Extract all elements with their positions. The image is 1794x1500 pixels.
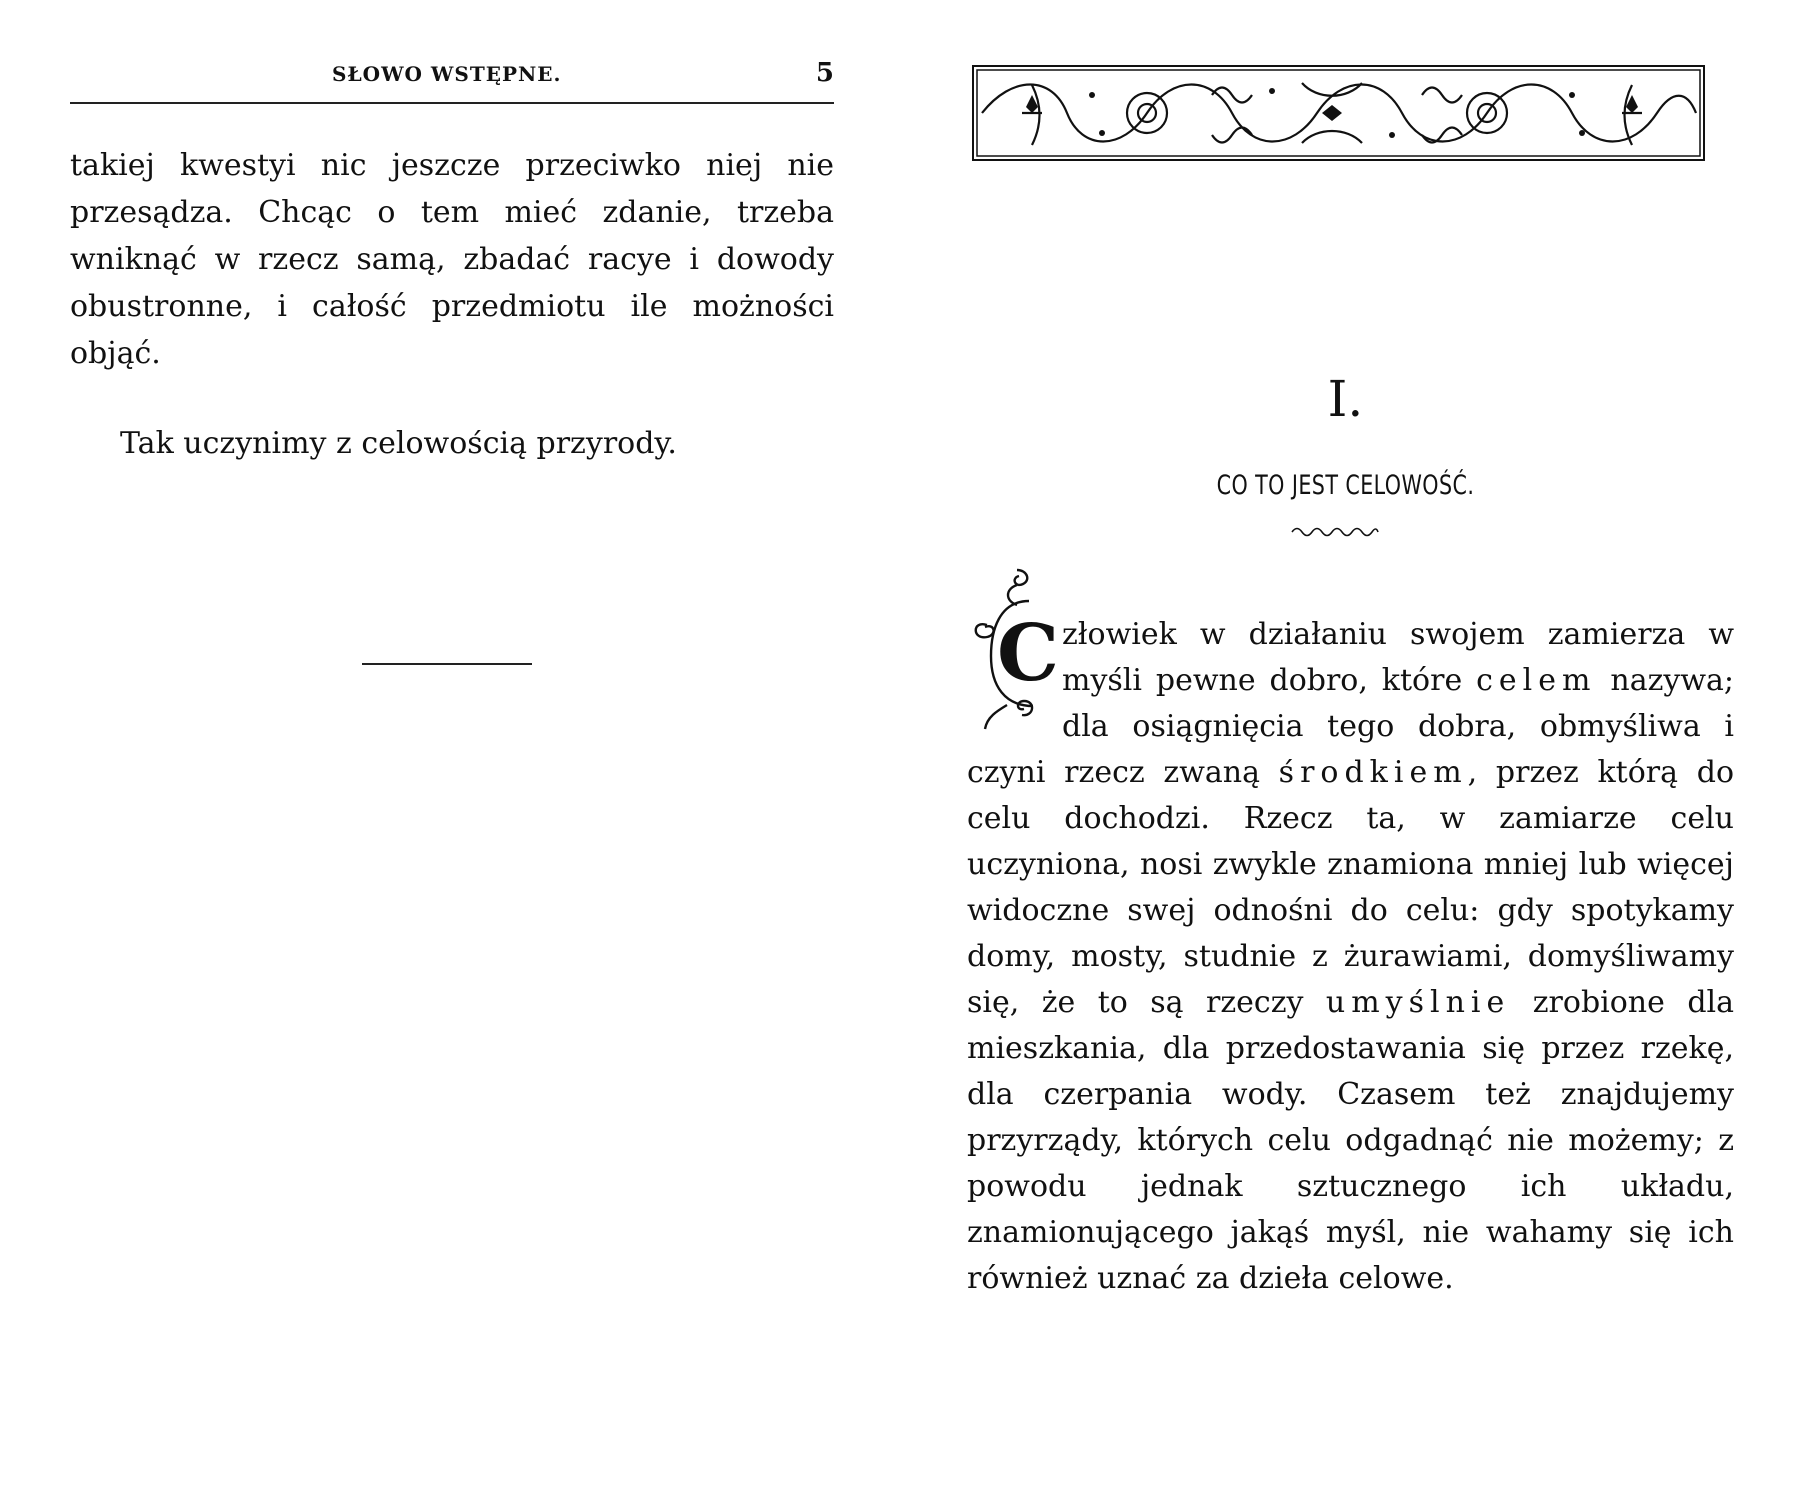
running-head [70,58,834,104]
paragraph-closing: Tak uczynimy z celowością przyrody. [120,426,677,461]
chapter-body-paragraph [967,612,1734,1302]
text-run: zrobione dla mieszkania, dla przedostawania się przez rzekę, dla czerpania wody. Czasem też znajdujemy przyrządy, których celu odgadnąć nie możemy; z powodu jednak sztucznego ich układu, znamionującego jakąś myśl, nie wahamy się ich również uznać za dzieła celowe. [967,985,1735,1296]
text-run: , przez którą do celu dochodzi. Rzecz ta, w zamiarze celu uczyniona, nosi zwykle znamiona mniej lub więcej widoczne swej odnośni do celu: gdy spotykamy domy, mosty, studnie z żurawiami, domyśliwamy się, że to są rzeczy [967,755,1734,1020]
text-run: złowiek w działaniu swojem zamierza w myśli pewne dobro, które [1062,617,1734,698]
page-number: 5 [815,58,834,88]
drop-cap-space [967,612,1062,747]
spaced-term-umyslnie: umyślnie [1325,985,1511,1020]
chapter-title: CO TO JEST CELOWOŚĆ. [1216,470,1475,501]
paragraph-continued: takiej kwestyi nic jeszcze przeciwko niej nie przesądza. Chcąc o tem mieć zdanie, trzeba wniknąć w rzecz samą, zbadać racye i dowody obustronne, i całość przedmiotu ile możności objąć. [70,148,834,371]
wavy-rule-icon [1290,524,1380,540]
spaced-term-celem: celem [1476,663,1597,698]
drop-cap-letter: C [997,608,1060,699]
running-title: SŁOWO WSTĘPNE. [332,62,562,86]
right-page [897,0,1794,1500]
ornamental-headpiece-icon [972,65,1705,161]
chapter-number: I. [1327,370,1364,428]
section-end-rule [362,663,532,665]
spaced-term-srodkiem: środkiem [1278,755,1468,790]
text-run: nazywa; dla osiągnięcia tego dobra, obmyśliwa i czyni rzecz zwaną [967,663,1735,790]
